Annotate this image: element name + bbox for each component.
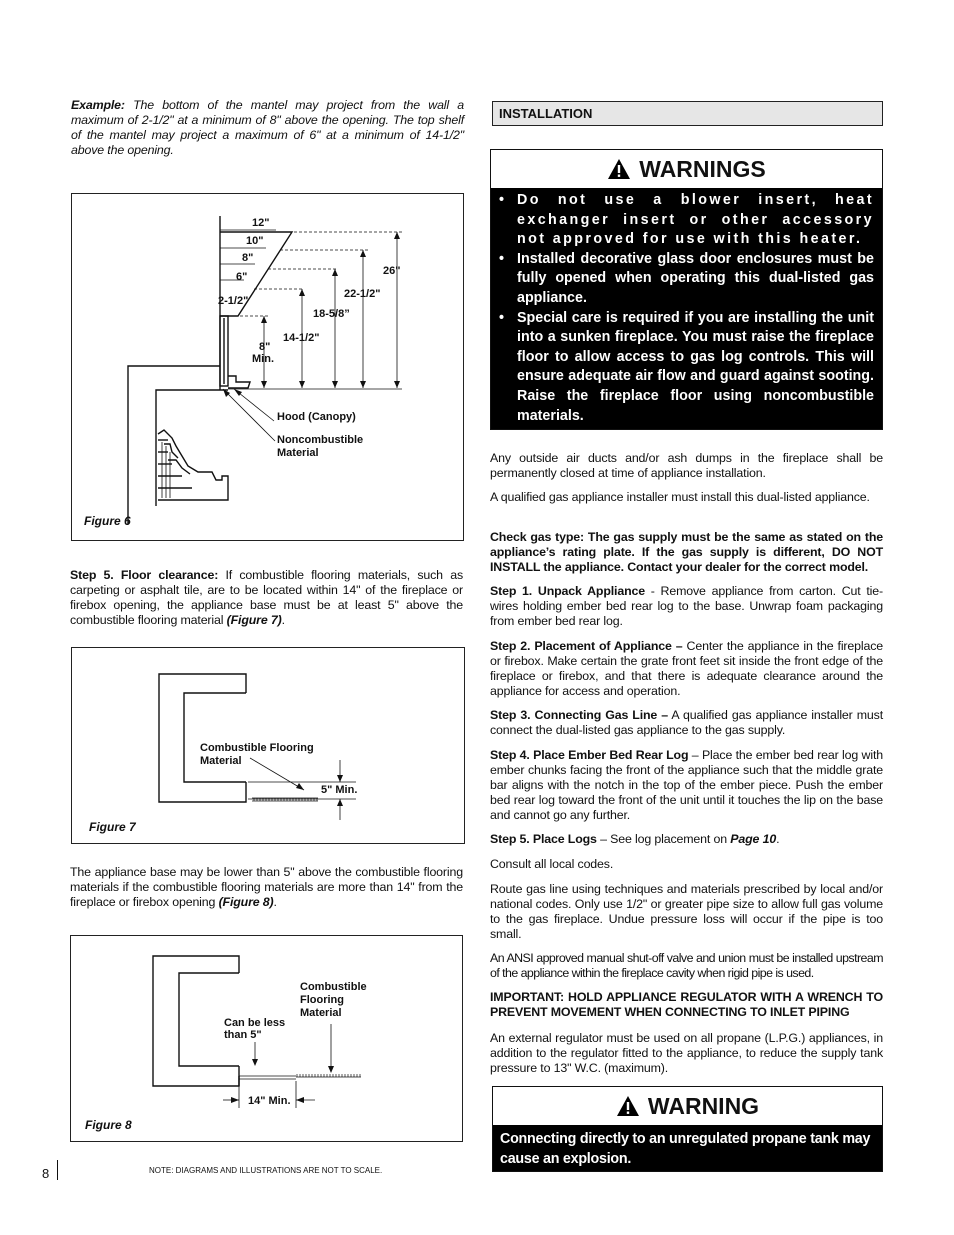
warning-header (493, 1087, 882, 1125)
example-paragraph (71, 98, 464, 158)
step5-label: Step 5. Floor clearance: (70, 568, 219, 582)
dim-26: 26" (383, 265, 401, 277)
step2-label: Step 2. Placement of Appliance – (490, 639, 683, 653)
warning-box (492, 1086, 883, 1172)
route-gas-paragraph: Route gas line using techniques and materials prescribed by local and/or national codes. Only use 1/2" or greater pipe size to allow full gas volume to the gas fireplace. Undue pressure loss will occur if the pipe is too small. (490, 882, 883, 941)
figure-8 (70, 935, 463, 1142)
lower-base-paragraph (70, 865, 463, 910)
warning-triangle-icon (616, 1095, 640, 1117)
step4-label: Step 4. Place Ember Bed Rear Log (490, 748, 689, 762)
dim-22-half: 22-1/2" (344, 288, 381, 300)
lower-base-text: The appliance base may be lower than 5" above the combustible flooring materials if the combustible flooring materials are more than 14" from the fireplace or firebox opening (70, 865, 463, 909)
warnings-box (490, 149, 883, 430)
warnings-header (491, 150, 882, 188)
step1-paragraph (490, 584, 883, 629)
warning-item: • Do not use a blower insert, heat exchanger insert or other accessory not approved for use with this heater. (493, 191, 874, 250)
noncombustible-label-1: Noncombustible (277, 434, 364, 446)
example-label: Example: (71, 98, 125, 112)
example-text: The bottom of the mantel may project from the wall a maximum of 2-1/2" at a minimum of 8" above the opening. The top shelf of the mantel may project a maximum of 6" at a minimum of 14-1/2" above the opening. (71, 98, 464, 157)
warnings-body (491, 188, 882, 429)
warning-title: WARNING (647, 1092, 760, 1119)
codes-paragraph: Consult all local codes. (490, 857, 614, 871)
figure-8-caption: Figure 8 (85, 1118, 132, 1132)
figure-8-hatch (297, 1074, 360, 1077)
figure-7 (71, 647, 465, 844)
warning-item: • Installed decorative glass door enclosures must be fully opened when operating this dual-listed gas appliance. (493, 250, 874, 309)
step5-logs-label: Step 5. Place Logs (490, 832, 597, 846)
dim-2-half: 2-1/2" (218, 295, 249, 307)
step2-text: Center the appliance in the fireplace or firebox. Make certain the grate front feet sit inside the front edge of the fireplace or firebox, and that there is adequate clearance around the appliance for access and operation. (490, 639, 884, 698)
combustible-flooring-label-2: Material (200, 755, 242, 767)
dim-6: 6" (236, 271, 248, 283)
step5-logs-paragraph (490, 832, 883, 847)
combustible-flooring-label-1: Combustible Flooring (200, 742, 314, 754)
dim-14-half: 14-1/2" (283, 332, 320, 344)
material-label-8: Material (300, 1007, 342, 1019)
lower-base-figure-ref: (Figure 8) (218, 895, 274, 909)
step3-text: A qualified gas appliance installer must connect the dual-listed gas appliance to the gas supply. (490, 708, 883, 737)
warning-triangle-icon (607, 158, 631, 180)
figure-6-caption: Figure 6 (84, 514, 131, 528)
combustible-label-8: Combustible (300, 981, 367, 993)
step5-end: . (281, 613, 285, 627)
lower-base-end: . (273, 895, 277, 909)
figure-8-diagram (71, 936, 464, 1143)
external-regulator-paragraph: An external regulator must be used on all propane (L.P.G.) appliances, in addition to the regulator fitted to the appliance, to reduce the supply tank pressure to 13" W.C. (maximum). (490, 1031, 883, 1075)
warnings-list (493, 191, 874, 426)
hood-label: Hood (Canopy) (277, 411, 356, 423)
step1-label: Step 1. Unpack Appliance (490, 584, 645, 598)
page-number-rule (57, 1160, 58, 1180)
figure-6 (71, 193, 464, 541)
dim-8-min: 8" (259, 341, 271, 353)
important-paragraph: IMPORTANT: HOLD APPLIANCE REGULATOR WITH A WRENCH TO PREVENT MOVEMENT WHEN CONNECTING TO INLET PIPING (490, 990, 883, 1019)
warnings-title: WARNINGS (639, 155, 766, 182)
step3-label: Step 3. Connecting Gas Line – (490, 708, 669, 722)
dim-18-5-8: 18-5/8” (313, 308, 350, 320)
figure-6-diagram (72, 194, 465, 542)
dim-10: 10" (246, 235, 264, 247)
figure-7-caption: Figure 7 (89, 820, 136, 834)
than-5-label: than 5" (224, 1029, 262, 1041)
step5-logs-text: – See log placement on (596, 832, 731, 846)
dim-min: Min. (252, 353, 274, 365)
dim-8: 8" (242, 252, 254, 264)
step3-paragraph (490, 708, 883, 738)
installer-paragraph: A qualified gas appliance installer must install this dual-listed appliance. (490, 490, 870, 504)
page-number: 8 (42, 1166, 50, 1181)
step4-paragraph (490, 748, 883, 823)
step5-text: If combustible flooring materials, such as carpeting or asphalt tile, are to be located within 14" of the fireplace or firebox opening, the appliance base must be at least 5" above the combustible flooring material (70, 568, 463, 627)
noncombustible-label-2: Material (277, 447, 319, 459)
min-5-label: 5" Min. (321, 784, 358, 796)
page-10-ref: Page 10 (730, 832, 777, 846)
installation-section-title: INSTALLATION (492, 101, 883, 126)
step5-floor-clearance (70, 568, 463, 628)
step4-text: – Place the ember bed rear log with ember chunks facing the front of the appliance such that the middle grate bar aligns with the notch in the top of the ember piece. Push the ember bed rear log toward the front of the unit until it touches the lip on the base and cannot go any further. (490, 748, 883, 822)
dim-12: 12" (252, 217, 270, 229)
step2-paragraph (490, 639, 883, 699)
warning-item: • Special care is required if you are installing the unit into a sunken fireplace. You must raise the fireplace floor to allow access to gas log controls. This will ensure adequate air flow and guard against sooting. Raise the fireplace floor using noncombustible materials. (493, 309, 874, 427)
can-be-less-label: Can be less (224, 1017, 286, 1029)
flooring-label-8: Flooring (300, 994, 344, 1006)
step5-figure-ref: (Figure 7) (226, 613, 282, 627)
ducts-paragraph: Any outside air ducts and/or ash dumps in the fireplace shall be permanently closed at time of appliance installation. (490, 451, 883, 480)
min-14-label: 14" Min. (248, 1095, 291, 1107)
ansi-paragraph: An ANSI approved manual shut-off valve and union must be installed upstream of the appliance within the fireplace cavity when rigid pipe is used. (490, 951, 883, 980)
scale-note: NOTE: DIAGRAMS AND ILLUSTRATIONS ARE NOT TO SCALE. (149, 1166, 383, 1175)
warning-text: Connecting directly to an unregulated propane tank may cause an explosion. (493, 1125, 882, 1171)
figure-7-hatch (254, 798, 317, 801)
step5-logs-end: . (776, 832, 780, 846)
step1-text: - Remove appliance from carton. Cut tie-wires holding ember bed rear log to the base. Unwrap foam packaging from ember bed rear log. (490, 584, 883, 628)
check-gas-paragraph: Check gas type: The gas supply must be the same as stated on the appliance’s rating plate. If the gas supply is different, DO NOT INSTALL the appliance. Contact your dealer for the correct model. (490, 530, 883, 574)
